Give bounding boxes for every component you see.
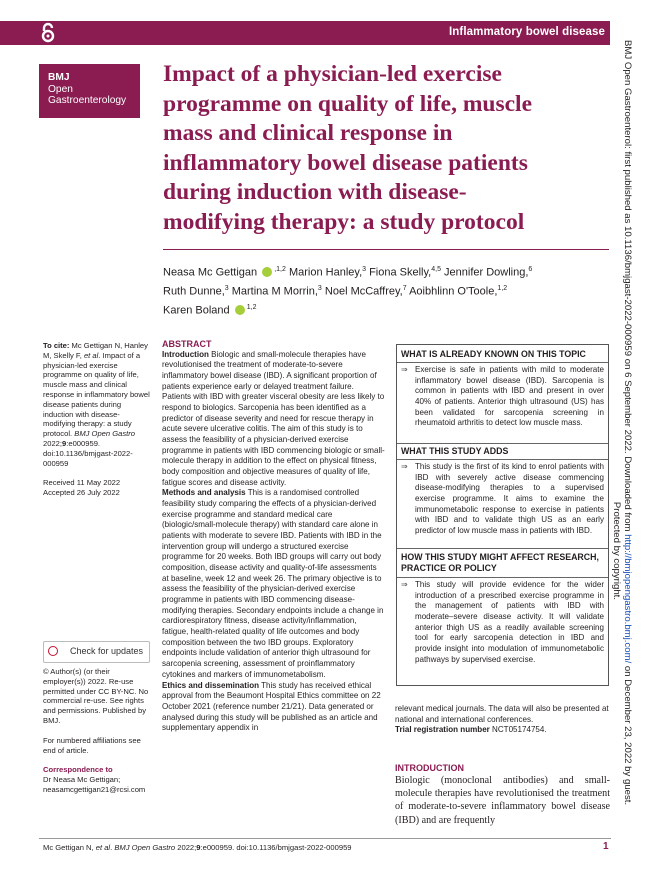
footer-volume: 9 xyxy=(196,843,201,852)
author-name[interactable]: Jennifer Dowling, xyxy=(440,266,529,279)
title-line: programme on quality of life, muscle xyxy=(163,90,533,117)
sidebar-text: on December 23, 2022 by guest. xyxy=(622,663,633,806)
trial-registration xyxy=(395,725,610,736)
footer-divider xyxy=(39,838,611,839)
author-name[interactable]: Noel McCaffrey, xyxy=(321,285,403,298)
abstract-text: This study has received ethical approval from the Beaumont Hospital Ethics committee on 22 October 2021 (reference number 21/21). Data generated or analysed during this study will be published as an article and supplementary appendix in xyxy=(162,680,381,733)
abstract xyxy=(162,339,385,734)
author-name[interactable]: Fiona Skelly, xyxy=(366,266,432,279)
key-heading-adds: WHAT THIS STUDY ADDS xyxy=(401,446,509,456)
received-date: Received 11 May 2022 xyxy=(43,478,121,488)
correspondence-name: Dr Neasa Mc Gettigan; xyxy=(43,775,121,785)
abstract-continuation xyxy=(395,704,610,736)
open-access-icon xyxy=(38,22,58,44)
key-heading-line: HOW THIS STUDY MIGHT AFFECT RESEARCH, xyxy=(401,552,599,562)
sidebar-line xyxy=(622,40,633,860)
check-updates-label: Check for updates xyxy=(70,646,144,656)
title-line: mass and clinical response in xyxy=(163,120,453,146)
key-item-affect xyxy=(401,580,604,665)
title-line: inflammatory bowel disease patients xyxy=(163,149,528,176)
article-title xyxy=(163,60,593,237)
page-number: 1 xyxy=(603,841,609,852)
sidebar-text: BMJ Open Gastroenterol: first published as 10.1136/bmjgast-2022-000959 on 6 September 2022. Downloaded from xyxy=(622,40,633,535)
cite-journal: BMJ Open Gastro xyxy=(74,429,136,439)
abstract-label: Introduction xyxy=(162,349,209,359)
key-item-adds xyxy=(401,462,604,537)
affiliation-marker: 6 xyxy=(528,266,533,273)
orcid-icon[interactable] xyxy=(262,267,272,277)
journal-link[interactable]: http://bmjopengastro.bmj.com/ xyxy=(622,534,633,664)
cite-text: . Impact of a physician-led exercise programme on quality of life, muscle mass and clinical response in inflammatory bowel disease patients during induction with disease-modifying therapy: a study protocol. xyxy=(43,350,150,439)
footer-journal: BMJ Open Gastro xyxy=(114,843,176,852)
cite-etal: et al xyxy=(83,350,99,360)
cite-doi[interactable]: :e000959. doi:10.1136/bmjgast-2022-000959 xyxy=(43,438,133,468)
download-sidebar xyxy=(611,40,633,860)
author-name[interactable]: Neasa Mc Gettigan xyxy=(163,266,258,279)
correspondence-email[interactable]: neasamcgettigan21@rcsi.com xyxy=(43,784,146,794)
journal-logo-line: Open xyxy=(48,83,73,95)
author-name[interactable]: Ruth Dunne, xyxy=(163,285,225,298)
author-list xyxy=(163,262,611,319)
abstract-label: Ethics and dissemination xyxy=(162,680,260,690)
affiliation-marker: 3 xyxy=(362,266,367,273)
author-name[interactable]: Marion Hanley, xyxy=(285,266,363,279)
citation xyxy=(43,341,151,468)
arrow-icon: ⇒ xyxy=(401,365,408,374)
title-line: Impact of a physician-led exercise xyxy=(163,61,502,87)
affiliation-marker: 3 xyxy=(317,285,322,293)
introduction-heading: INTRODUCTION xyxy=(395,763,464,773)
title-divider xyxy=(163,249,609,250)
author-name[interactable]: Martina M Morrin, xyxy=(228,285,318,298)
author-name[interactable]: Karen Boland xyxy=(163,304,230,317)
footer-part: 2022; xyxy=(175,843,197,852)
affiliation-marker: ,1,2 xyxy=(274,266,286,273)
cite-label: To cite: xyxy=(43,341,70,350)
cite-text: Mc Gettigan N, Hanley M, Skelly F, xyxy=(43,341,148,360)
abstract-introduction xyxy=(162,350,385,489)
continuation-text: relevant medical journals. The data will also be presented at national and international conferences. xyxy=(395,704,609,724)
check-updates-icon xyxy=(48,646,58,656)
correspondence-heading: Correspondence to xyxy=(43,765,113,775)
abstract-text: Biologic and small-molecule therapies have revolutionised the treatment of moderate-to-severe inflammatory bowel disease (IBD). A significant proportion of patients experience early or delayed treatment failure. Patients with IBD with greater visceral obesity are less likely to respond to biologics. Sarcopenia has been identified as a predictor of disease severity and need for rescue therapy in acute severe ulcerative colitis. The aim of this study is to assess the feasibility of a physician-derived exercise programme in patients with IBD commencing biologic or small-molecule therapy in addition to the effect on physical fitness, body composition and objective measures of quality of life, fatigue scores and disease activity. xyxy=(162,349,385,487)
section-label: Inflammatory bowel disease xyxy=(449,26,605,38)
journal-logo xyxy=(39,64,140,118)
arrow-icon: ⇒ xyxy=(401,462,408,471)
affiliation-marker: 7 xyxy=(402,285,407,293)
author-name[interactable]: Aoibhlinn O'Toole, xyxy=(406,285,498,298)
introduction-text: Biologic (monoclonal antibodies) and small-molecule therapies have revolutionised the treatment of moderate-to-severe inflammatory bowel disease (IBD) and are frequently xyxy=(395,775,610,826)
abstract-methods xyxy=(162,488,385,680)
cite-volume: 9 xyxy=(62,438,67,448)
citation-sidebar xyxy=(43,341,151,498)
accepted-date: Accepted 26 July 2022 xyxy=(43,488,120,498)
key-divider xyxy=(397,443,608,444)
cite-text: 2022; xyxy=(43,438,63,448)
footer-part: Mc Gettigan N, xyxy=(43,843,96,852)
abstract-label: Methods and analysis xyxy=(162,488,246,498)
key-divider xyxy=(397,577,608,578)
key-text: This study is the first of its kind to enrol patients with IBD with severely active disease commencing disease-modifying therapies to a supervised exercise programme. It aims to examine the immunometabolic response to exercise in patients with IBD and to validate thigh US as an early predictor of low muscle mass in patients with IBD. xyxy=(415,462,604,536)
affiliation-marker: 4,5 xyxy=(431,266,441,273)
journal-logo-line: BMJ xyxy=(48,72,70,83)
abstract-text: This is a randomised controlled feasibility study comparing the effects of a physician-derived exercise programme and standard medical care (biologic/small-molecule therapy) with standard care alone in patients with moderate to severe IBD. Patients with IBD in the intervention group will undergo a structured exercise programme for 20 weeks. Both IBD groups will carry out body composition, disease activity and quality-of-life assessments at baseline, week 12 and week 26. The primary objective is to assess the feasibility of the physician-derived exercise programme in patients with IBD commencing disease-modifying therapies. Secondary endpoints include a change in cardiorespiratory fitness, disease activity/inflammation, fatigue, health-related quality of life outcomes and body composition between the two IBD groups. Exploratory endpoints include validation of anterior thigh ultrasound for sarcopenia screening, assessment of proinflammatory cytokines and markers of immunometabolism. xyxy=(162,488,384,679)
abstract-ethics xyxy=(162,681,385,734)
key-heading-line: PRACTICE OR POLICY xyxy=(401,563,497,573)
key-divider xyxy=(397,548,608,549)
affiliation-marker: 3 xyxy=(224,285,229,293)
key-text: Exercise is safe in patients with mild to moderate inflammatory bowel disease (IBD). Sarcopenia is common in patients with IBD and present in over 40% of patients. Anterior thigh ultrasound (US) has been validated for sarcopenia screening in rheumatoid arthritis to detect low muscle mass. xyxy=(415,365,604,428)
affiliation-marker: 1,2 xyxy=(246,304,257,312)
abstract-heading: ABSTRACT xyxy=(162,339,212,349)
affiliation-marker: 1,2 xyxy=(497,285,508,293)
orcid-icon[interactable] xyxy=(235,305,245,315)
title-line: modifying therapy: a study protocol xyxy=(163,208,525,235)
affiliation-note: For numbered affiliations see end of article. xyxy=(43,735,141,755)
key-messages-box xyxy=(396,344,609,686)
key-heading-affect xyxy=(401,552,599,574)
trial-number: NCT05174754. xyxy=(489,725,547,735)
trial-label: Trial registration number xyxy=(395,725,490,735)
key-text: This study will provide evidence for the wider introduction of a prescribed exercise programme in the management of patients with IBD with moderate–severe disease activity. It will validate anterior thigh US as a readily available screening tool for early sarcopenia detection in IBD and provide insight into modulation of immunometabolic pathways by supervised exercise. xyxy=(415,580,604,664)
key-item-known xyxy=(401,365,604,429)
footer-part: . xyxy=(110,843,115,852)
title-line: during induction with disease- xyxy=(163,179,467,205)
arrow-icon: ⇒ xyxy=(401,580,408,589)
footer-part: et al xyxy=(95,843,111,852)
key-divider xyxy=(397,362,608,363)
footer-doi: :e000959. doi:10.1136/bmjgast-2022-000959 xyxy=(200,843,352,852)
copyright-note: © Author(s) (or their employer(s)) 2022. Re-use permitted under CC BY-NC. No commercial re-use. See rights and permissions. Published by BMJ. xyxy=(43,667,149,725)
copyright-line: Protected by copyright. xyxy=(610,501,622,600)
footer-citation xyxy=(43,843,352,852)
check-for-updates-button[interactable] xyxy=(43,641,150,663)
license-sidebar xyxy=(43,667,151,795)
key-divider xyxy=(397,459,608,460)
key-heading-known: WHAT IS ALREADY KNOWN ON THIS TOPIC xyxy=(401,349,586,359)
journal-logo-line: Gastroenterology xyxy=(48,95,127,106)
